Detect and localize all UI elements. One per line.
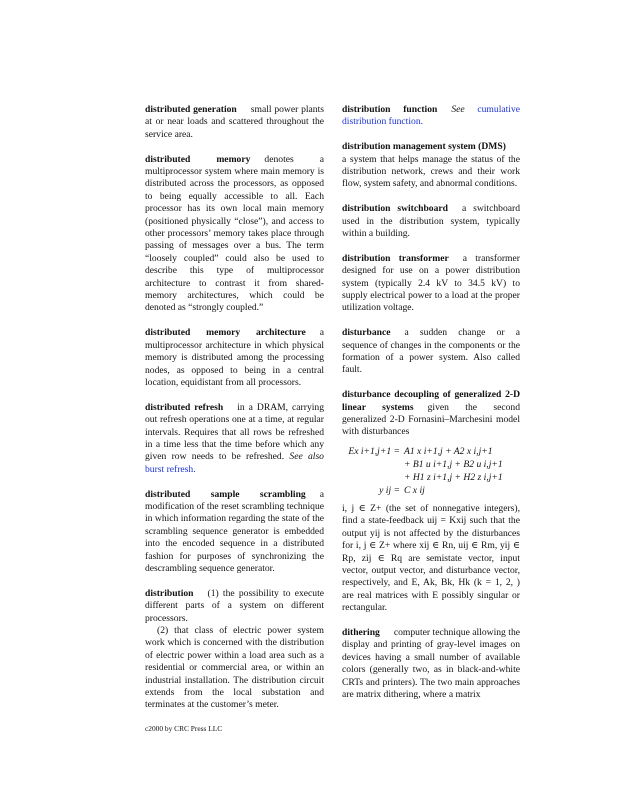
entry-distribution-transformer (342, 253, 520, 315)
see-label: See (451, 104, 465, 115)
entry-distributed-memory-architecture (145, 327, 324, 389)
entry-distributed-sample-scrambling (145, 489, 324, 576)
term-heading: distribution management system (DMS) (342, 141, 506, 153)
equation-lhs: y ij = (379, 484, 400, 496)
entry-distribution-switchboard (342, 203, 520, 240)
definition-text: a transformer designed for use on a power distribution system (typically 2.4 kV to 34.5 kV) to supply electrical power to a load at the proper utilization voltage. (342, 252, 520, 314)
see-also-label: See also (289, 451, 324, 463)
term-heading: distributed generation (145, 104, 237, 115)
definition-text: a system that helps manage the status of the distribution network, crews and their work flow, system safety, and abnormal conditions. (342, 153, 520, 190)
equation-rhs: C x ij (404, 484, 425, 496)
definition-text: denotes a multiprocessor system where main memory is distributed across the processors, as opposed to being equally accessible to all. Each processor has its own local main memory (positioned physically “close”), and access to other processors’ memory takes place through passing of messages over a bus. The term “loosely coupled” could also be used to describe this type of multiprocessor architecture to contrast it from shared-memory architectures, which could be denoted as “strongly coupled.” (145, 153, 324, 314)
definition-text: i, j ∈ Z+ (the set of nonnegative integers), find a state-feedback uij = Kxij such that the output yij is not affected by the disturbances for i, j ∈ Z+ where xij ∈ Rn, uij ∈ Rm, yij ∈ Rp, zij ∈ Rq are semistate vector, input vector, output vector, and disturbance vector, respectively, and E, Ak, Bk, Hk (k = 1, 2, ) are real matrices with E possibly singular or rectangular. (342, 502, 520, 614)
term-heading: distributed memory architecture (145, 327, 306, 339)
definition-text: small power plants at or near loads and scattered throughout the service area. (145, 104, 324, 140)
definition-text: a modification of the reset scrambling technique in which information regarding the state of the scrambling sequence generator is embedded into the encoded sequence in a distributed fashion for purposes of synchronizing the descrambling sequence generator. (145, 488, 324, 574)
term-heading: distributed refresh (145, 401, 224, 413)
equation-block (342, 445, 520, 497)
term-heading: distributed memory (145, 153, 251, 165)
equation-rhs: + H1 z i+1,j + H2 z i,j+1 (404, 471, 503, 483)
term-heading: disturbance (342, 327, 391, 339)
term-heading: distributed sample scrambling (145, 488, 306, 500)
entry-distribution-function (342, 104, 520, 129)
entry-distributed-generation (145, 104, 324, 141)
left-column (145, 104, 324, 724)
equation-rhs: + B1 u i+1,j + B2 u i,j+1 (404, 458, 503, 470)
entry-distributed-memory (145, 154, 324, 315)
entry-dms (342, 141, 520, 191)
term-heading: distribution switchboard (342, 203, 448, 215)
entry-disturbance-decoupling (342, 389, 520, 614)
definition-text: a switchboard used in the distribution system, typically within a building. (342, 203, 520, 240)
entry-distributed-refresh (145, 402, 324, 476)
see-also-link[interactable]: burst refresh. (145, 463, 196, 475)
definition-text: a sudden change or a sequence of changes in the components or the formation of a power system. Also called fault. (342, 327, 520, 376)
term-heading: disturbance decoupling of generalized 2-D linear systems (342, 389, 520, 413)
definition-text: in a DRAM, carrying out refresh operations one at a time, at regular intervals. Requires that all rows be refreshed in a time less that the time before which any given row needs to be refreshed. (145, 401, 324, 463)
entry-dithering (342, 627, 520, 701)
see-link[interactable]: cumulative distribution function. (342, 104, 520, 128)
copyright-footer: c2000 by CRC Press LLC (145, 724, 223, 733)
definition-text: (1) the possibility to execute different parts of a system on different processors. (145, 587, 324, 624)
term-heading: distribution (145, 587, 194, 599)
equation-rhs: A1 x i+1,j + A2 x i,j+1 (404, 445, 493, 457)
entry-distribution (145, 588, 324, 712)
entry-disturbance (342, 327, 520, 377)
right-column (342, 104, 520, 714)
term-heading: distribution function (342, 104, 438, 115)
definition-text: (2) that class of electric power system work which is concerned with the distribution of electric power within a load area such as a residential or commercial area, or within an industrial installation. The distribution circuit extends from the local substation and terminates at the customer’s meter. (145, 624, 324, 711)
definition-text: a multiprocessor architecture in which physical memory is distributed among the processing nodes, as opposed to being in a central location, equidistant from all processors. (145, 327, 324, 388)
equation-lhs: Ex i+1,j+1 = (348, 445, 400, 457)
definition-text: given the second generalized 2-D Fornasini–Marchesini model with disturbances (342, 401, 520, 438)
term-heading: distribution transformer (342, 252, 449, 264)
term-heading: dithering (342, 626, 380, 638)
definition-text: computer technique allowing the display and printing of gray-level images on devices having a small number of available colors (generally two, as in black-and-white CRTs and printers). The two main approaches are matrix dithering, where a matrix (342, 626, 520, 700)
